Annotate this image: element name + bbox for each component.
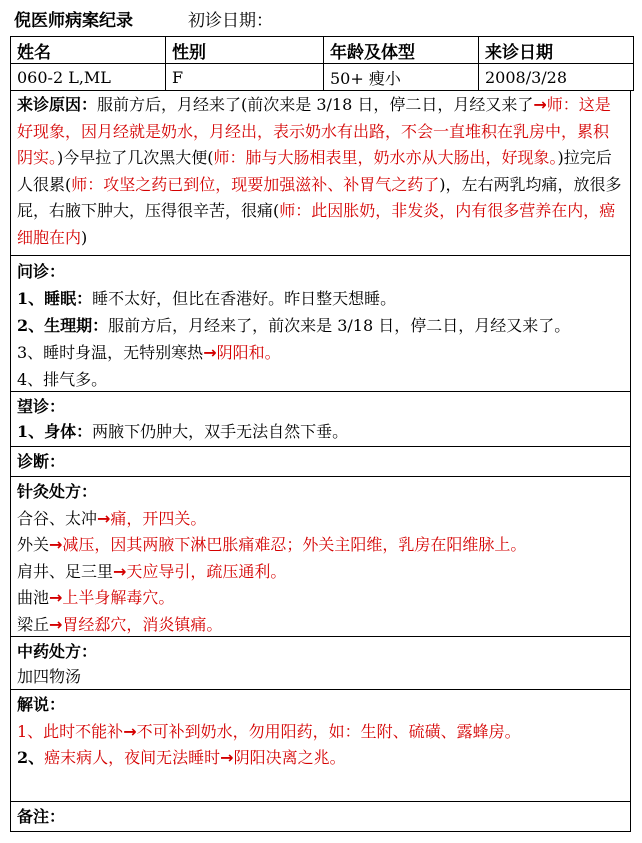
arrow-icon: → <box>49 588 63 607</box>
arrow-icon: → <box>49 535 63 554</box>
record-title: 倪医师病案纪录 <box>14 11 133 31</box>
reason-section <box>10 90 631 256</box>
patient-sex: F <box>166 64 324 91</box>
diagnosis-section <box>10 447 631 477</box>
reason-p3-comment: 师：攻坚之药已到位，现要加强滋补、补胃气之药了 <box>71 174 440 194</box>
col-date-header: 来诊日期 <box>479 37 634 64</box>
arrow-icon: → <box>203 343 217 362</box>
inquiry-section <box>10 256 631 392</box>
explanation-item-2-num: 2、 <box>17 748 45 767</box>
diagnosis-label: 诊断： <box>17 452 66 471</box>
reason-p4-comment: 师：此因胀奶，非发炎，内有很多营养在内，癌细胞在内 <box>17 201 616 247</box>
inquiry-item-1-label: 1、睡眠： <box>17 289 93 308</box>
acupoints: 肩井、足三里 <box>17 561 114 581</box>
reason-text <box>17 92 624 251</box>
acupuncture-row <box>17 585 624 612</box>
reason-label: 来诊原因： <box>17 95 98 114</box>
explanation-item-1 <box>17 719 624 746</box>
reason-p3: )拉完后人很累( <box>17 148 612 194</box>
inquiry-label: 问诊： <box>17 262 66 281</box>
inquiry-item-3 <box>17 339 624 366</box>
inquiry-item-2 <box>17 312 624 339</box>
patient-name: 060-2 L,ML <box>11 64 166 91</box>
explanation-item-1-b: 不可补到奶水，勿用阳药，如：生附、硫磺、露蜂房。 <box>136 721 521 741</box>
acupoint-note: 上半身解毒穴。 <box>62 588 175 607</box>
acupuncture-section <box>10 477 631 637</box>
acupoints: 曲池 <box>17 588 50 607</box>
inquiry-item-2-label: 2、生理期： <box>17 316 109 335</box>
reason-p2: )今早拉了几次黑大便( <box>57 148 214 167</box>
acupoint-note: 胃经郄穴，消炎镇痛。 <box>62 614 223 634</box>
observation-item-1 <box>17 419 624 444</box>
acupoints: 梁丘 <box>17 614 50 634</box>
herbal-section <box>10 637 631 690</box>
explanation-section <box>10 690 631 802</box>
arrow-icon: → <box>123 721 137 741</box>
acupuncture-row <box>17 506 624 533</box>
acupoints: 外关 <box>17 535 50 554</box>
acupuncture-row <box>17 532 624 559</box>
first-visit-field <box>188 6 283 36</box>
observation-item-1-label: 1、身体： <box>17 422 93 441</box>
col-age-header: 年龄及体型 <box>324 37 479 64</box>
arrow-icon: → <box>97 508 111 528</box>
reason-p5: ) <box>81 227 88 247</box>
acupuncture-row <box>17 612 624 639</box>
arrow-icon: → <box>533 95 547 114</box>
acupoint-note: 减压，因其两腋下淋巴胀痛难忍；外关主阳维，乳房在阳维脉上。 <box>62 535 527 554</box>
explanation-item-2-b: 阴阳决离之兆。 <box>233 748 346 767</box>
record-title-row <box>12 6 632 36</box>
acupuncture-row <box>17 559 624 586</box>
observation-item-1-text: 两腋下仍肿大，双手无法自然下垂。 <box>92 422 349 441</box>
notes-label: 备注： <box>17 807 66 826</box>
inquiry-item-1 <box>17 285 624 312</box>
herbal-formula: 加四物汤 <box>17 667 82 686</box>
patient-info-table <box>10 36 634 91</box>
reason-p4: )，左右两乳均痛，放很多屁，右腋下肿大，压得很辛苦，很痛( <box>17 174 622 220</box>
arrow-icon: → <box>113 561 127 581</box>
explanation-item-2 <box>17 745 624 772</box>
inquiry-item-4: 4、排气多。 <box>17 370 108 389</box>
first-visit-label: 初诊日期： <box>188 11 273 31</box>
notes-section <box>10 802 631 832</box>
arrow-icon: → <box>220 748 234 767</box>
patient-info-value-row <box>11 64 634 91</box>
inquiry-item-3-text: 3、睡时身温，无特别寒热 <box>17 343 204 362</box>
reason-p1: 服前方后，月经来了(前次来是 3/18 日，停二日，月经又来了 <box>97 95 534 114</box>
col-name-header: 姓名 <box>11 37 166 64</box>
patient-age-build: 50+ 瘦小 <box>324 64 479 91</box>
acupoint-note: 天应导引，疏压通利。 <box>126 561 287 581</box>
reason-p1-comment: 师：这是好现象，因月经就是奶水，月经出，表示奶水有出路，不会一直堆积在乳房中，累积阴实。 <box>17 95 611 167</box>
explanation-label: 解说： <box>17 695 66 714</box>
reason-p2-comment: 师：肺与大肠相表里，奶水亦从大肠出，好现象。 <box>213 148 558 167</box>
arrow-icon: → <box>49 614 63 634</box>
explanation-item-2-a: 癌末病人，夜间无法睡时 <box>44 748 221 767</box>
acupoints: 合谷、太冲 <box>17 508 98 528</box>
observation-section <box>10 392 631 447</box>
col-sex-header: 性别 <box>166 37 324 64</box>
acupoint-note: 痛，开四关。 <box>110 508 207 528</box>
visit-date: 2008/3/28 <box>479 64 634 91</box>
observation-label: 望诊： <box>17 397 66 416</box>
acupuncture-label: 针灸处方： <box>17 482 98 501</box>
patient-info-header-row <box>11 37 634 64</box>
inquiry-item-3-comment: 阴阳和。 <box>216 343 281 362</box>
inquiry-item-2-text: 服前方后，月经来了，前次来是 3/18 日，停二日，月经又来了。 <box>108 316 571 335</box>
inquiry-item-1-text: 睡不太好，但比在香港好。昨日整天想睡。 <box>92 289 397 308</box>
herbal-label: 中药处方： <box>17 642 98 661</box>
explanation-item-1-a: 1、此时不能补 <box>17 721 124 741</box>
